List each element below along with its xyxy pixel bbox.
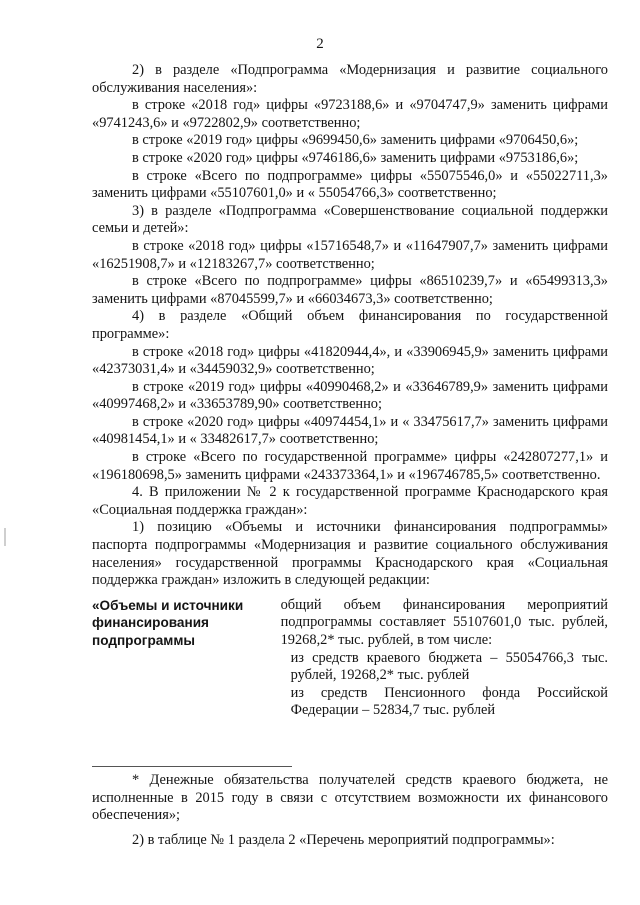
paragraph: в строке «2018 год» цифры «9723188,6» и «9704747,9» заменить цифрами «9741243,6» и «9722802,9» соответственно;	[92, 97, 608, 131]
paragraph: 3) в разделе «Подпрограмма «Совершенствование социальной поддержки семьи и детей»:	[92, 202, 608, 237]
paragraph: в строке «Всего по подпрограмме» цифры «55075546,0» и «55022711,3» заменить цифрами «55107601,0» и « 55054766,3» соответственно;	[92, 167, 608, 202]
paragraph: в строке «2019 год» цифры «40990468,2» и «33646789,9» заменить цифрами «40997468,2» и «33653789,90» соответственно;	[92, 378, 608, 413]
footnote	[92, 772, 608, 825]
page-number: 2	[316, 36, 324, 52]
paragraph: в строке «2018 год» цифры «41820944,4», и «33906945,9» заменить цифрами «42373031,4» и «34459032,9» соответственно;	[92, 343, 608, 378]
paragraph: в строке «2019 год» цифры «9699450,6» заменить цифрами «9706450,6»;	[132, 132, 579, 149]
financing-table	[92, 597, 608, 720]
paragraph: в строке «2020 год» цифры «9746186,6» заменить цифрами «9753186,6»;	[132, 149, 579, 166]
paragraph: в строке «Всего по государственной программе» цифры «242807277,1» и «196180698,5» заменить цифрами «243373364,1» и «196746785,5» соответственно.	[92, 449, 608, 483]
table-regional-budget-text: из средств краевого бюджета – 55054766,3 тыс. рублей, 19268,2* тыс. рублей	[290, 649, 608, 684]
final-paragraph-block	[92, 832, 608, 850]
paragraph: 4) в разделе «Общий объем финансирования по государственной программе»:	[92, 308, 608, 342]
paragraph: 4. В приложении № 2 к государственной программе Краснодарского края «Социальная поддержка граждан»:	[92, 484, 608, 518]
document-body	[92, 62, 608, 720]
table-total-text: общий объем финансирования мероприятий подпрограммы составляет 55107601,0 тыс. рублей, 19268,2* тыс. рублей, в том числе:	[280, 596, 608, 648]
paragraph: в строке «2018 год» цифры «15716548,7» и «11647907,7» заменить цифрами «16251908,7» и «12183267,7» соответственно;	[92, 237, 608, 272]
paragraph: в строке «Всего по подпрограмме» цифры «86510239,7» и «65499313,3» заменить цифрами «87045599,7» и «66034673,3» соответственно;	[92, 273, 608, 307]
paragraph: в строке «2020 год» цифры «40974454,1» и « 33475617,7» заменить цифрами «40981454,1» и « 33482617,7» соответственно;	[92, 413, 608, 448]
margin-mark	[4, 528, 6, 546]
paragraph: 1) позицию «Объемы и источники финансирования подпрограммы» паспорта подпрограммы «Модернизация и развитие социального обслуживания населения» государственной программы Краснодарского края «Социальная поддержка граждан» изложить в следующей редакции:	[92, 519, 608, 589]
table-pension-fund-text: из средств Пенсионного фонда Российской Федерации – 52834,7 тыс. рублей	[290, 684, 608, 719]
table-row-label: «Объемы и источники финансирования подпрограммы	[92, 597, 244, 648]
paragraph: 2) в разделе «Подпрограмма «Модернизация и развитие социального обслуживания населения»:	[92, 62, 608, 96]
footnote-text: * Денежные обязательства получателей средств краевого бюджета, не исполненные в 2015 году в связи с отсутствием возможности их финансового обеспечения»;	[92, 772, 608, 824]
paragraph: 2) в таблице № 1 раздела 2 «Перечень мероприятий подпрограммы»:	[132, 832, 555, 848]
footnote-divider	[92, 766, 292, 767]
table-row-value	[281, 597, 608, 720]
